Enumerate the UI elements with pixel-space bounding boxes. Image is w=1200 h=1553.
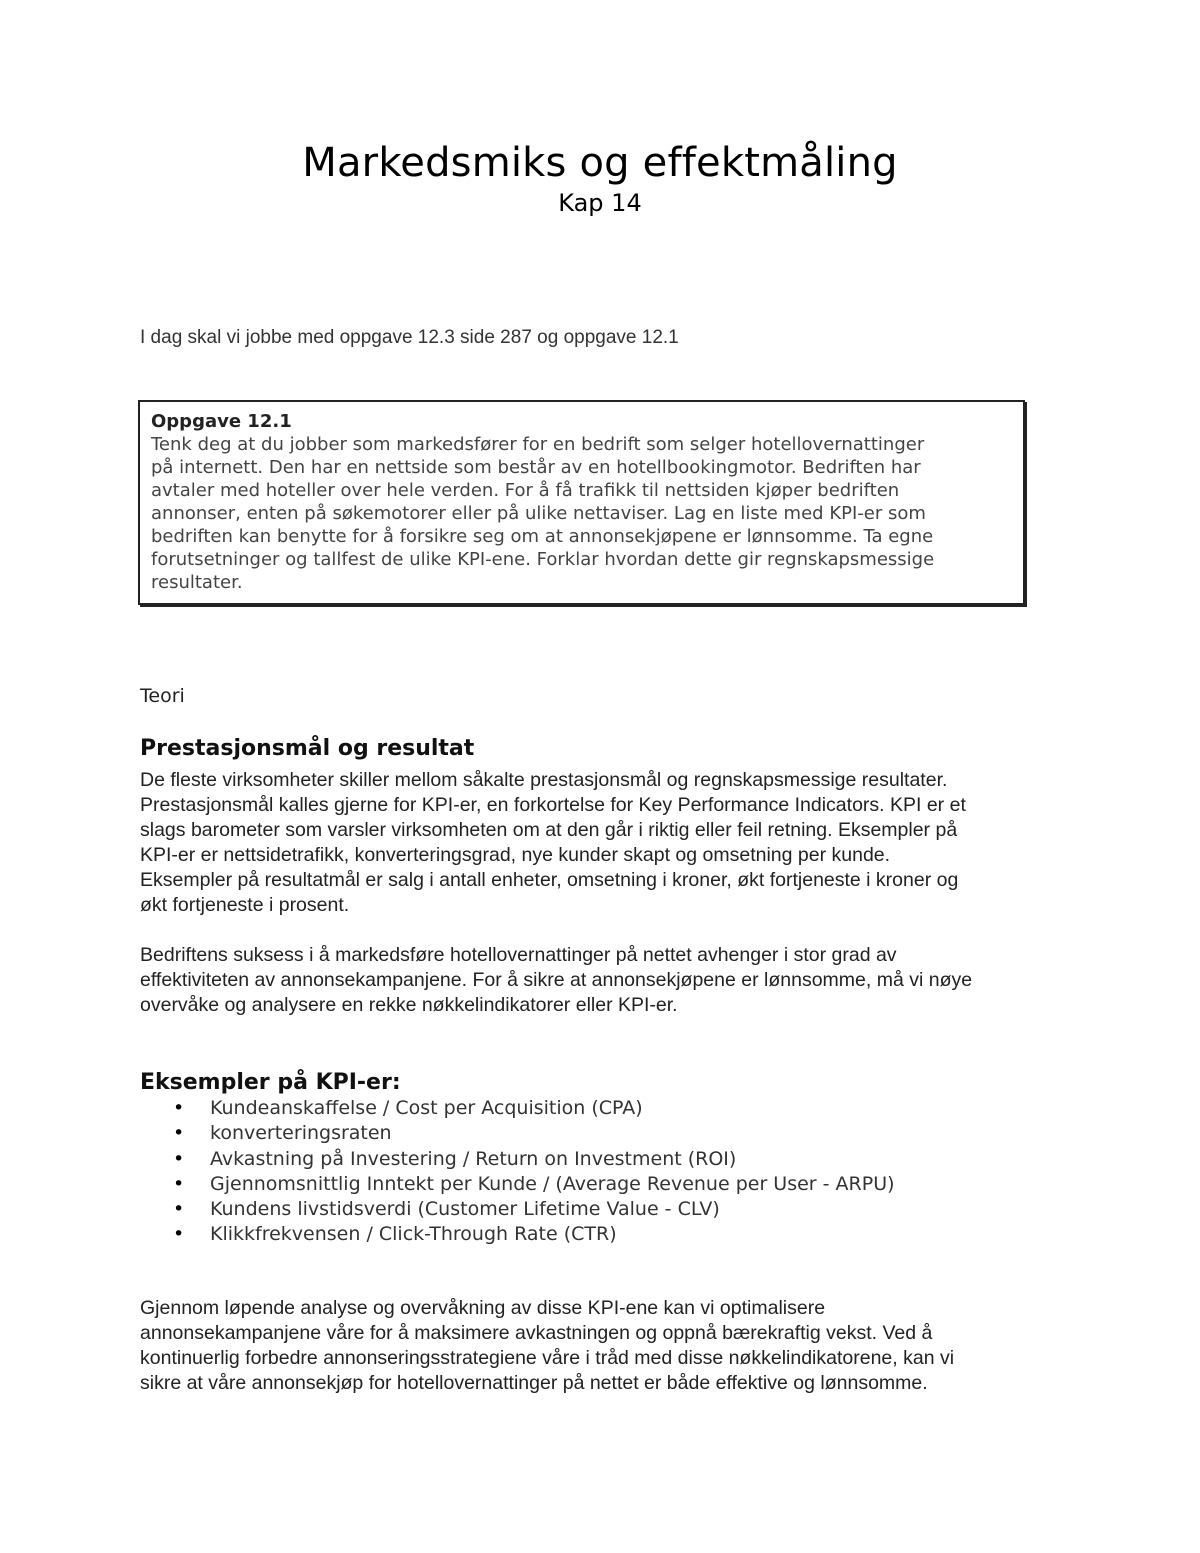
bullet-icon: • — [173, 1172, 185, 1195]
document-title: Markedsmiks og effektmåling — [302, 140, 898, 186]
kpi-item-label: Kundens livstidsverdi (Customer Lifetime Value - CLV) — [210, 1198, 720, 1221]
paragraph-line: sikre at våre annonsekjøp for hotellovernattinger på nettet er både effektive og lønnsomme. — [140, 1372, 928, 1394]
task-body-line: forutsetninger og tallfest de ulike KPI-ene. Forklar hvordan dette gir regnskapsmessige — [151, 549, 935, 570]
paragraph-line: effektiviteten av annonsekampanjene. For å sikre at annonsekjøpene er lønnsomme, må vi nøye — [140, 969, 973, 991]
paragraph-line: De fleste virksomheter skiller mellom såkalte prestasjonsmål og regnskapsmessige resultater. — [140, 769, 948, 791]
list-item — [140, 1121, 895, 1146]
kpi-item-label: Gjennomsnittlig Inntekt per Kunde / (Average Revenue per User - ARPU) — [210, 1172, 895, 1195]
task-body — [151, 433, 1017, 594]
list-item — [140, 1096, 895, 1121]
kpi-item-label: Klikkfrekvensen / Click-Through Rate (CTR) — [210, 1223, 617, 1246]
bullet-icon: • — [173, 1122, 185, 1145]
list-item — [140, 1222, 895, 1247]
bullet-icon: • — [173, 1147, 185, 1170]
kpi-item-label: Avkastning på Investering / Return on Investment (ROI) — [210, 1147, 737, 1170]
task-box — [138, 400, 1025, 605]
paragraph-line: Eksempler på resultatmål er salg i antall enheter, omsetning i kroner, økt fortjeneste i kroner og — [140, 869, 959, 891]
paragraph-conclusion — [140, 1296, 954, 1396]
task-body-line: Tenk deg at du jobber som markedsfører for en bedrift som selger hotellovernattinger — [151, 434, 925, 455]
paragraph-line: KPI-er er nettsidetrafikk, konverteringsgrad, nye kunder skapt og omsetning per kunde. — [140, 844, 891, 866]
kpi-list — [140, 1096, 895, 1248]
list-item — [140, 1147, 895, 1172]
paragraph-line: Gjennom løpende analyse og overvåkning av disse KPI-ene kan vi optimalisere — [140, 1297, 826, 1319]
theory-label: Teori — [140, 685, 185, 707]
task-body-line: avtaler med hoteller over hele verden. For å få trafikk til nettsiden kjøper bedriften — [151, 480, 900, 501]
section-heading-kpi-examples: Eksempler på KPI-er: — [140, 1070, 401, 1095]
kpi-item-label: Kundeanskaffelse / Cost per Acquisition (CPA) — [210, 1097, 643, 1119]
task-box-content — [151, 411, 1017, 594]
task-body-line: resultater. — [151, 572, 243, 593]
bullet-icon: • — [173, 1097, 185, 1119]
paragraph-line: Bedriftens suksess i å markedsføre hotellovernattinger på nettet avhenger i stor grad av — [140, 944, 897, 966]
paragraph-line: økt fortjeneste i prosent. — [140, 894, 350, 916]
task-body-line: på internett. Den har en nettside som består av en hotellbookingmotor. Bedriften har — [151, 457, 921, 478]
paragraph-performance — [140, 768, 966, 918]
paragraph-line: annonsekampanjene våre for å maksimere avkastningen og oppnå bærekraftig vekst. Ved å — [140, 1322, 933, 1344]
section-heading-performance: Prestasjonsmål og resultat — [140, 736, 475, 761]
list-item — [140, 1172, 895, 1197]
bullet-icon: • — [173, 1223, 185, 1246]
paragraph-line: overvåke og analysere en rekke nøkkelindikatorer eller KPI-er. — [140, 994, 678, 1016]
kpi-item-label: konverteringsraten — [210, 1122, 392, 1145]
intro-text: I dag skal vi jobbe med oppgave 12.3 side 287 og oppgave 12.1 — [140, 327, 679, 348]
list-item — [140, 1197, 895, 1222]
bullet-icon: • — [173, 1198, 185, 1221]
task-heading: Oppgave 12.1 — [151, 411, 292, 432]
paragraph-line: kontinuerlig forbedre annonseringsstrategiene våre i tråd med disse nøkkelindikatorene, kan vi — [140, 1347, 955, 1369]
paragraph-line: slags barometer som varsler virksomheten om at den går i riktig eller feil retning. Eksempler på — [140, 819, 958, 841]
paragraph-success — [140, 943, 972, 1018]
document-subtitle: Kap 14 — [558, 189, 642, 217]
task-body-line: bedriften kan benytte for å forsikre seg om at annonsekjøpene er lønnsomme. Ta egne — [151, 526, 934, 547]
task-body-line: annonser, enten på søkemotorer eller på ulike nettaviser. Lag en liste med KPI-er som — [151, 503, 926, 524]
paragraph-line: Prestasjonsmål kalles gjerne for KPI-er, en forkortelse for Key Performance Indicators. KPI er et — [140, 794, 966, 816]
